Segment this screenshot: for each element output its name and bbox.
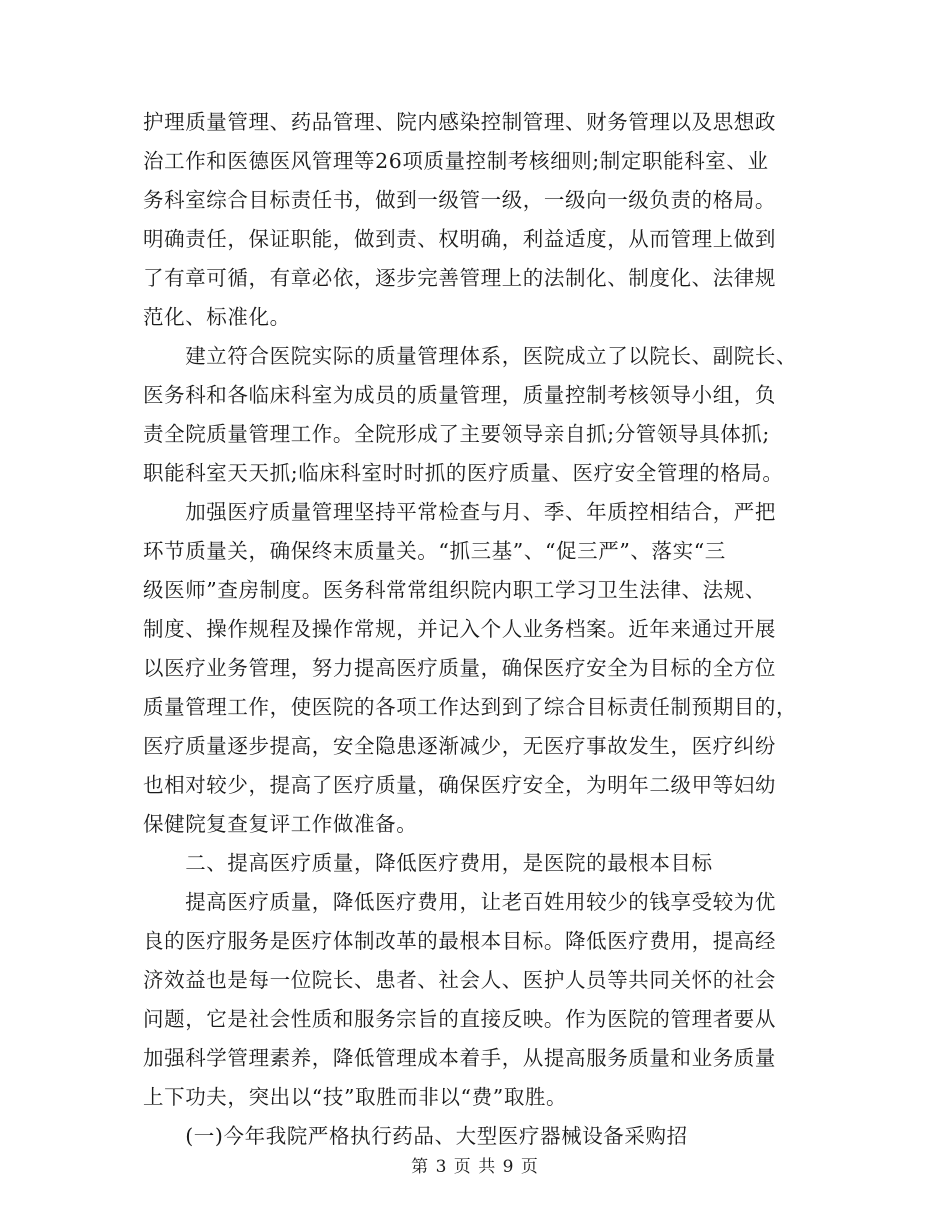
text-line: 务科室综合目标责任书，做到一级管一级，一级向一级负责的格局。 bbox=[143, 188, 776, 212]
text-line: 加强科学管理素养，降低管理成本着手，从提高服务质量和业务质量 bbox=[143, 1046, 776, 1070]
text-line: 也相对较少，提高了医疗质量，确保医疗安全，为明年二级甲等妇幼 bbox=[143, 773, 776, 797]
text-line: 医务科和各临床科室为成员的质量管理，质量控制考核领导小组，负 bbox=[143, 383, 776, 407]
text-line: 级医师”查房制度。医务科常常组织院内职工学习卫生法律、法规、 bbox=[143, 578, 766, 602]
text-line: 医疗质量逐步提高，安全隐患逐渐减少，无医疗事故发生，医疗纠纷 bbox=[143, 734, 776, 758]
text-line: 济效益也是每一位院长、患者、社会人、医护人员等共同关怀的社会 bbox=[143, 968, 776, 992]
text-line: 加强医疗质量管理坚持平常检查与月、季、年质控相结合，严把 bbox=[143, 500, 776, 524]
text-line: 问题，它是社会性质和服务宗旨的直接反映。作为医院的管理者要从 bbox=[143, 1007, 776, 1031]
text-line: 以医疗业务管理，努力提高医疗质量，确保医疗安全为目标的全方位 bbox=[143, 656, 776, 680]
text-line: 责全院质量管理工作。全院形成了主要领导亲自抓;分管领导具体抓; bbox=[143, 422, 770, 446]
text-line: 良的医疗服务是医疗体制改革的最根本目标。降低医疗费用，提高经 bbox=[143, 929, 776, 953]
text-line: 制度、操作规程及操作常规，并记入个人业务档案。近年来通过开展 bbox=[143, 617, 776, 641]
text-line: 上下功夫，突出以“技”取胜而非以“费”取胜。 bbox=[143, 1085, 568, 1109]
text-line: 范化、标准化。 bbox=[143, 305, 291, 329]
text-line: 职能科室天天抓;临床科室时时抓的医疗质量、医疗安全管理的格局。 bbox=[143, 461, 784, 485]
page-number-footer: 第 3 页 共 9 页 bbox=[411, 1157, 539, 1177]
text-line: 保健院复查复评工作做准备。 bbox=[143, 812, 418, 836]
text-line: 环节质量关，确保终末质量关。“抓三基”、“促三严”、落实“三 bbox=[143, 539, 726, 563]
text-line: 治工作和医德医风管理等26项质量控制考核细则;制定职能科室、业 bbox=[143, 149, 769, 173]
text-line: 了有章可循，有章必依，逐步完善管理上的法制化、制度化、法律规 bbox=[143, 266, 776, 290]
text-line: 护理质量管理、药品管理、院内感染控制管理、财务管理以及思想政 bbox=[143, 110, 776, 134]
text-line: 明确责任，保证职能，做到责、权明确，利益适度，从而管理上做到 bbox=[143, 227, 776, 251]
text-line: 提高医疗质量，降低医疗费用，让老百姓用较少的钱享受较为优 bbox=[143, 890, 776, 914]
text-line: (一)今年我院严格执行药品、大型医疗器械设备采购招 bbox=[143, 1124, 688, 1148]
text-line: 质量管理工作，使医院的各项工作达到到了综合目标责任制预期目的， bbox=[143, 695, 798, 719]
body-text bbox=[143, 103, 823, 1156]
section-heading: 二、提高医疗质量，降低医疗费用，是医院的最根本目标 bbox=[143, 851, 713, 875]
text-line: 建立符合医院实际的质量管理体系，医院成立了以院长、副院长、 bbox=[143, 344, 798, 368]
